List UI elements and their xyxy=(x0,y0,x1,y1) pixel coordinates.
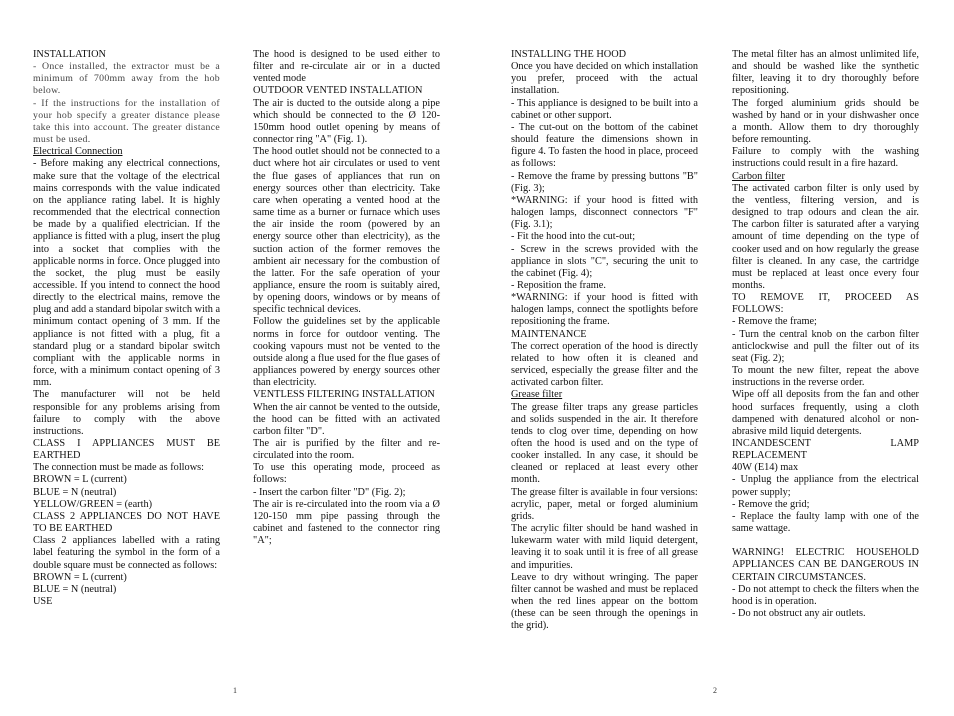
paragraph: BROWN = L (current) xyxy=(33,571,127,583)
paragraph: - The cut-out on the bottom of the cabinet should feature the dimensions shown in figure 4. To fasten the hood in place, proceed as follows: xyxy=(511,121,698,170)
paragraph: Wipe off all deposits from the fan and other hood surfaces frequently, using a cloth dampened with denatured alcohol or non-abrasive mild liquid detergents. xyxy=(732,389,919,437)
paragraph: - This appliance is designed to be built into a cabinet or other support. xyxy=(511,97,698,121)
paragraph: When the air cannot be vented to the outside, the hood can be fitted with an activated carbon filter "D". xyxy=(253,401,440,437)
paragraph: CLASS 2 APPLIANCES DO NOT HAVE TO BE EARTHED xyxy=(33,510,220,535)
paragraph: - Fit the hood into the cut-out; xyxy=(511,231,636,243)
paragraph: - Reposition the frame. xyxy=(511,279,606,291)
paragraph: YELLOW/GREEN = (earth) xyxy=(33,498,153,510)
paragraph: INSTALLING THE HOOD xyxy=(511,49,627,60)
paragraph: The hood is designed to be used either to filter and re-circulate air or in a ducted vented mode xyxy=(253,49,440,85)
paragraph: The metal filter has an almost unlimited life, and should be washed like the synthetic filter, leaving it to dry thoroughly before repositioning. xyxy=(732,49,919,97)
paragraph: - Before making any electrical connections, make sure that the voltage of the electrical mains corresponds with the value indicated on the appliance rating label. It is highly recommended that the electrical connection be made by a qualified electrician. If the appliance is fitted with a plug, insert the plug into a socket that complies with the applicable norms in force. Once plugged into the socket, the plug must be easily accessible. If you intend to connect the hood directly to the electrical mains, remove the plug and add a standard bipolar switch with a minimum contact opening of 3 mm. If the appliance is not fitted with a plug, fit a standard plug or a standard bipolar switch compliant with the applicable norms in force, with a minimum contact opening of 3 mm. xyxy=(33,158,221,389)
paragraph: *WARNING: if your hood is fitted with halogen lamps, connect the spotlights before repositioning the frame. xyxy=(511,292,698,328)
paragraph: - Once installed, the extractor must be a minimum of 700mm away from the hob below. xyxy=(33,61,220,97)
page1-left-column xyxy=(33,49,220,608)
paragraph: BROWN = L (current) xyxy=(33,474,127,486)
paragraph: The correct operation of the hood is directly related to how often it is cleaned and serviced, especially the grease filter and the activated carbon filter. xyxy=(511,340,698,389)
paragraph: Failure to comply with the washing instructions could result in a fire hazard. xyxy=(732,146,919,170)
paragraph: - Remove the frame; xyxy=(732,316,817,328)
page2-right-column xyxy=(732,49,919,620)
paragraph: To use this operating mode, proceed as follows: xyxy=(253,462,440,486)
paragraph: acrylic, paper, metal or forged aluminium grids. xyxy=(511,498,698,522)
paragraph: The forged aluminium grids should be washed by hand or in your dishwasher once a month. Allow them to dry thoroughly before remounting. xyxy=(732,97,919,146)
paragraph: Leave to dry without wringing. The paper filter cannot be washed and must be replaced when the red lines appear on the bottom (these can be seen through the openings in the grid). xyxy=(511,571,698,632)
paragraph: - Turn the central knob on the carbon filter anticlockwise and pull the filter out of its seat (Fig. 2); xyxy=(732,328,919,364)
paragraph: USE xyxy=(33,596,53,608)
paragraph: BLUE = N (neutral) xyxy=(33,486,117,498)
paragraph: CLASS I APPLIANCES MUST BE EARTHED xyxy=(33,438,220,462)
paragraph: - Remove the frame by pressing buttons "B" (Fig. 3); xyxy=(511,170,698,194)
paragraph: - Insert the carbon filter "D" (Fig. 2); xyxy=(253,486,406,498)
paragraph: The air is re-circulated into the room via a Ø 120-150 mm pipe passing through the cabinet and fastened to the connector ring "A"; xyxy=(253,498,440,547)
paragraph: The air is ducted to the outside along a pipe which should be connected to the Ø 120-150mm hood outlet opening by means of connector ring "A" (Fig. 1). xyxy=(253,97,440,146)
paragraph: The manufacturer will not be held responsible for any problems arising from failure to comply with the above instructions. xyxy=(33,389,220,437)
paragraph: - Do not attempt to check the filters when the hood is in operation. xyxy=(732,583,919,607)
paragraph: BLUE = N (neutral) xyxy=(33,583,117,595)
paragraph: OUTDOOR VENTED INSTALLATION xyxy=(253,85,423,97)
page1-right-column xyxy=(253,49,440,547)
paragraph: VENTLESS FILTERING INSTALLATION xyxy=(253,389,435,401)
section-heading: Grease filter xyxy=(511,389,563,401)
paragraph: To mount the new filter, repeat the above instructions in the reverse order. xyxy=(732,365,919,389)
paragraph: WARNING! ELECTRIC HOUSEHOLD APPLIANCES CAN BE DANGEROUS IN CERTAIN CIRCUMSTANCES. xyxy=(732,547,919,583)
paragraph: *WARNING: if your hood is fitted with halogen lamps, disconnect connectors "F" (Fig. 3.1); xyxy=(511,194,698,231)
paragraph: - Remove the grid; xyxy=(732,498,810,510)
paragraph: The grease filter is available in four versions: xyxy=(511,486,698,498)
paragraph: The connection must be made as follows: xyxy=(33,462,204,474)
paragraph: - Do not obstruct any air outlets. xyxy=(732,608,866,620)
paragraph: The activated carbon filter is only used by the ventless, filtering version, and is designed to trap odours and clean the air. The carbon filter is saturated after a varying amount of time depending on the type of cooker used and on how regularly the grease filter is cleaned. In any case, the cartridge must be replaced at least once every four months. xyxy=(732,182,919,291)
paragraph: INCANDESCENT LAMP REPLACEMENT xyxy=(732,438,919,462)
paragraph: Once you have decided on which installation you prefer, proceed with the actual installation. xyxy=(511,61,698,97)
paragraph: The hood outlet should not be connected to a duct where hot air circulates or used to vent the flue gases of appliances that run on energy sources other than electricity. Take care when operating a vented hood at the same time as a burner or furnace which uses the air inside the room (powered by an energy source other than electricity), as the suction action of the former removes the ambient air necessary for the combustion of the latter. For the safe operation of your appliance, ensure the room is suitably aired, by opening doors, windows or by means of specific technical devices. xyxy=(253,146,440,316)
paragraph: TO REMOVE IT, PROCEED AS FOLLOWS: xyxy=(732,292,919,316)
section-heading: Electrical Connection xyxy=(33,146,123,158)
paragraph: - Unplug the appliance from the electrical power supply; xyxy=(732,474,919,498)
paragraph: The grease filter traps any grease particles and solids suspended in the air. It therefore tends to clog over time, depending on how often the hood is used and on the type of cooker installed. In any case, it should be cleaned or replaced at least every other month. xyxy=(511,401,698,486)
paragraph: 40W (E14) max xyxy=(732,462,799,474)
section-heading: Carbon filter xyxy=(732,170,785,182)
paragraph: - Screw in the screws provided with the appliance in slots "C", securing the unit to the cabinet (Fig. 4); xyxy=(511,243,698,279)
paragraph: The acrylic filter should be hand washed in lukewarm water with mild liquid detergent, leaving it to soak until it is free of all grease and impurities. xyxy=(511,523,698,571)
page-number: 1 xyxy=(233,686,237,695)
paragraph: - Replace the faulty lamp with one of the same wattage. xyxy=(732,510,919,535)
paragraph: INSTALLATION xyxy=(33,49,106,60)
paragraph: The air is purified by the filter and re-circulated into the room. xyxy=(253,438,440,462)
paragraph: Follow the guidelines set by the applicable norms in force for outdoor venting. The cooking vapours must not be vented to the outside along a flue used for the flue gases of appliances powered by energy sources other than electricity. xyxy=(253,316,440,389)
paragraph: - If the instructions for the installation of your hob specify a greater distance please take this into account. The greater distance must be used. xyxy=(33,97,220,146)
page2-left-column xyxy=(511,49,698,633)
paragraph: MAINTENANCE xyxy=(511,328,587,340)
paragraph: Class 2 appliances labelled with a rating label featuring the symbol in the form of a double square must be connected as follows: xyxy=(33,535,220,571)
page-number: 2 xyxy=(713,686,717,695)
